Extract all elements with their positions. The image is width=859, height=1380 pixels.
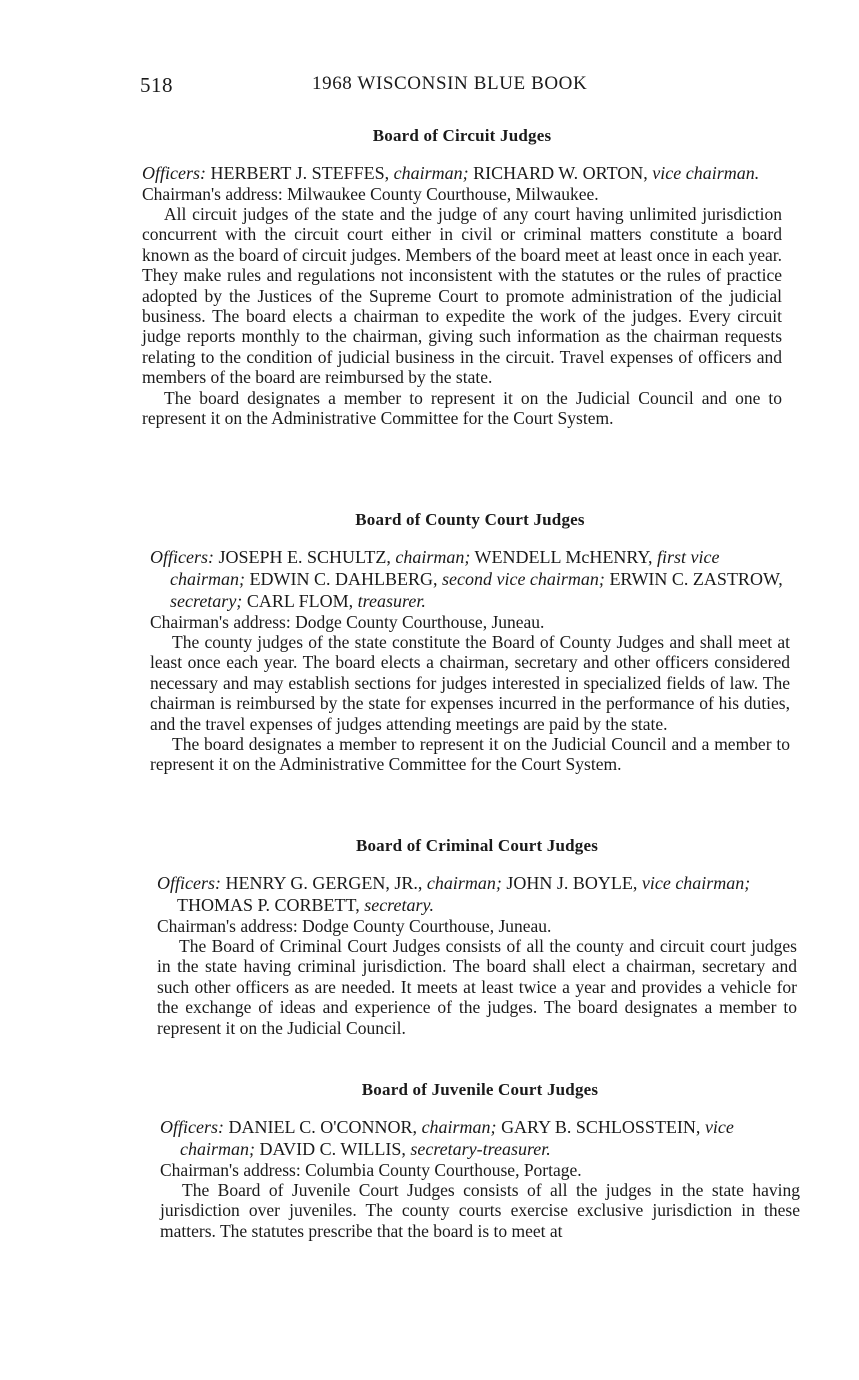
officer-name: GARY B. SCHLOSSTEIN, — [501, 1117, 701, 1137]
officers-list — [157, 872, 797, 916]
section-title: Board of Juvenile Court Judges — [361, 1080, 599, 1099]
body-paragraph: All circuit judges of the state and the judge of any court having unlimited jurisdiction concurrent with the circuit court either in civil or criminal matters constitute a board known as the board of circuit judges. Members of the board meet at least once in each year. They make rules and regulations not inconsistent with the statutes or the rules of practice adopted by the Justices of the Supreme Court to promote administration of the judicial business. The board elects a chairman to expedite the work of the judges. Every circuit judge reports monthly to the chairman, giving such information as the chairman requests relating to the condition of judicial business in the circuit. Travel expenses of officers and members of the board are reimbursed by the state. — [142, 204, 782, 388]
page-number: 518 — [140, 73, 173, 97]
officer-role: vice chairman; — [180, 1117, 734, 1159]
body-paragraph: The Board of Criminal Court Judges consists of all the county and circuit court judges in the state having criminal jurisdiction. The board shall elect a chairman, secretary and such other officers as are needed. It meets at least twice a year and provides a vehicle for the exchange of ideas and experience of the judges. The board designates a member to represent it on the Judicial Council. — [157, 936, 797, 1038]
chairman-address: Chairman's address: Dodge County Courthouse, Juneau. — [157, 916, 552, 936]
officer-role: secretary; — [170, 591, 243, 611]
officer-name: CARL FLOM, — [246, 591, 354, 611]
officer-role: second vice chairman; — [441, 569, 605, 589]
officers-list — [150, 546, 790, 612]
officer-role: treasurer. — [357, 591, 426, 611]
officer-name: DAVID C. WILLIS, — [259, 1139, 406, 1159]
officers-label: Officers: — [142, 163, 206, 183]
section-criminal-court-judges — [157, 836, 797, 1038]
officer-role: chairman; — [393, 163, 469, 183]
officer-name: RICHARD W. ORTON, — [473, 163, 648, 183]
officers-label: Officers: — [160, 1117, 224, 1137]
officer-name: EDWIN C. DAHLBERG, — [249, 569, 438, 589]
officer-name: JOSEPH E. SCHULTZ, — [218, 547, 391, 567]
section-title: Board of County Court Judges — [355, 510, 585, 529]
officer-role: secretary-treasurer. — [410, 1139, 551, 1159]
body-paragraph: The board designates a member to represent it on the Judicial Council and a member to represent it on the Administrative Committee for the Court System. — [150, 734, 790, 775]
officer-role: secretary. — [364, 895, 435, 915]
officer-role: chairman; — [395, 547, 471, 567]
body-paragraph: The board designates a member to represent it on the Judicial Council and one to represent it on the Administrative Committee for the Court System. — [142, 387, 782, 429]
officer-name: WENDELL McHENRY, — [474, 547, 653, 567]
officer-name: HERBERT J. STEFFES, — [210, 163, 390, 183]
officer-role: chairman; — [421, 1117, 497, 1137]
section-title: Board of Criminal Court Judges — [355, 836, 599, 855]
officer-role: vice chairman. — [652, 163, 760, 183]
section-juvenile-court-judges — [160, 1080, 800, 1241]
officer-name: THOMAS P. CORBETT, — [177, 895, 360, 915]
book-title: 1968 WISCONSIN BLUE BOOK — [312, 73, 588, 94]
officers-list — [142, 162, 782, 184]
running-head — [140, 73, 790, 103]
section-county-court-judges — [150, 510, 790, 775]
officers-label: Officers: — [150, 547, 214, 567]
chairman-address: Chairman's address: Dodge County Courthouse, Juneau. — [150, 612, 545, 632]
body-paragraph: The county judges of the state constitute the Board of County Judges and shall meet at least once each year. The board elects a chairman, secretary and other officers considered necessary and may establish sections for judges interested in specialized fields of law. The chairman is reimbursed by the state for expenses incurred in the performance of his duties, and the travel expenses of judges attending meetings are paid by the state. — [150, 632, 790, 734]
officer-name: JOHN J. BOYLE, — [506, 873, 638, 893]
officer-role: vice chairman; — [641, 873, 751, 893]
chairman-address: Chairman's address: Milwaukee County Courthouse, Milwaukee. — [142, 184, 599, 204]
officer-role: chairman; — [426, 873, 502, 893]
body-paragraph: The Board of Juvenile Court Judges consists of all the judges in the state having jurisdiction over juveniles. The county courts exercise exclusive jurisdiction in these matters. The statutes prescribe that the board is to meet at — [160, 1180, 800, 1241]
officer-name: HENRY G. GERGEN, JR., — [225, 873, 423, 893]
section-title: Board of Circuit Judges — [372, 126, 552, 145]
officer-role: first vice chairman; — [170, 547, 720, 589]
officers-label: Officers: — [157, 873, 221, 893]
chairman-address: Chairman's address: Columbia County Courthouse, Portage. — [160, 1160, 582, 1180]
section-circuit-judges — [142, 126, 782, 428]
officer-name: ERWIN C. ZASTROW, — [609, 569, 783, 589]
officers-list — [160, 1116, 800, 1160]
officer-name: DANIEL C. O'CONNOR, — [228, 1117, 418, 1137]
